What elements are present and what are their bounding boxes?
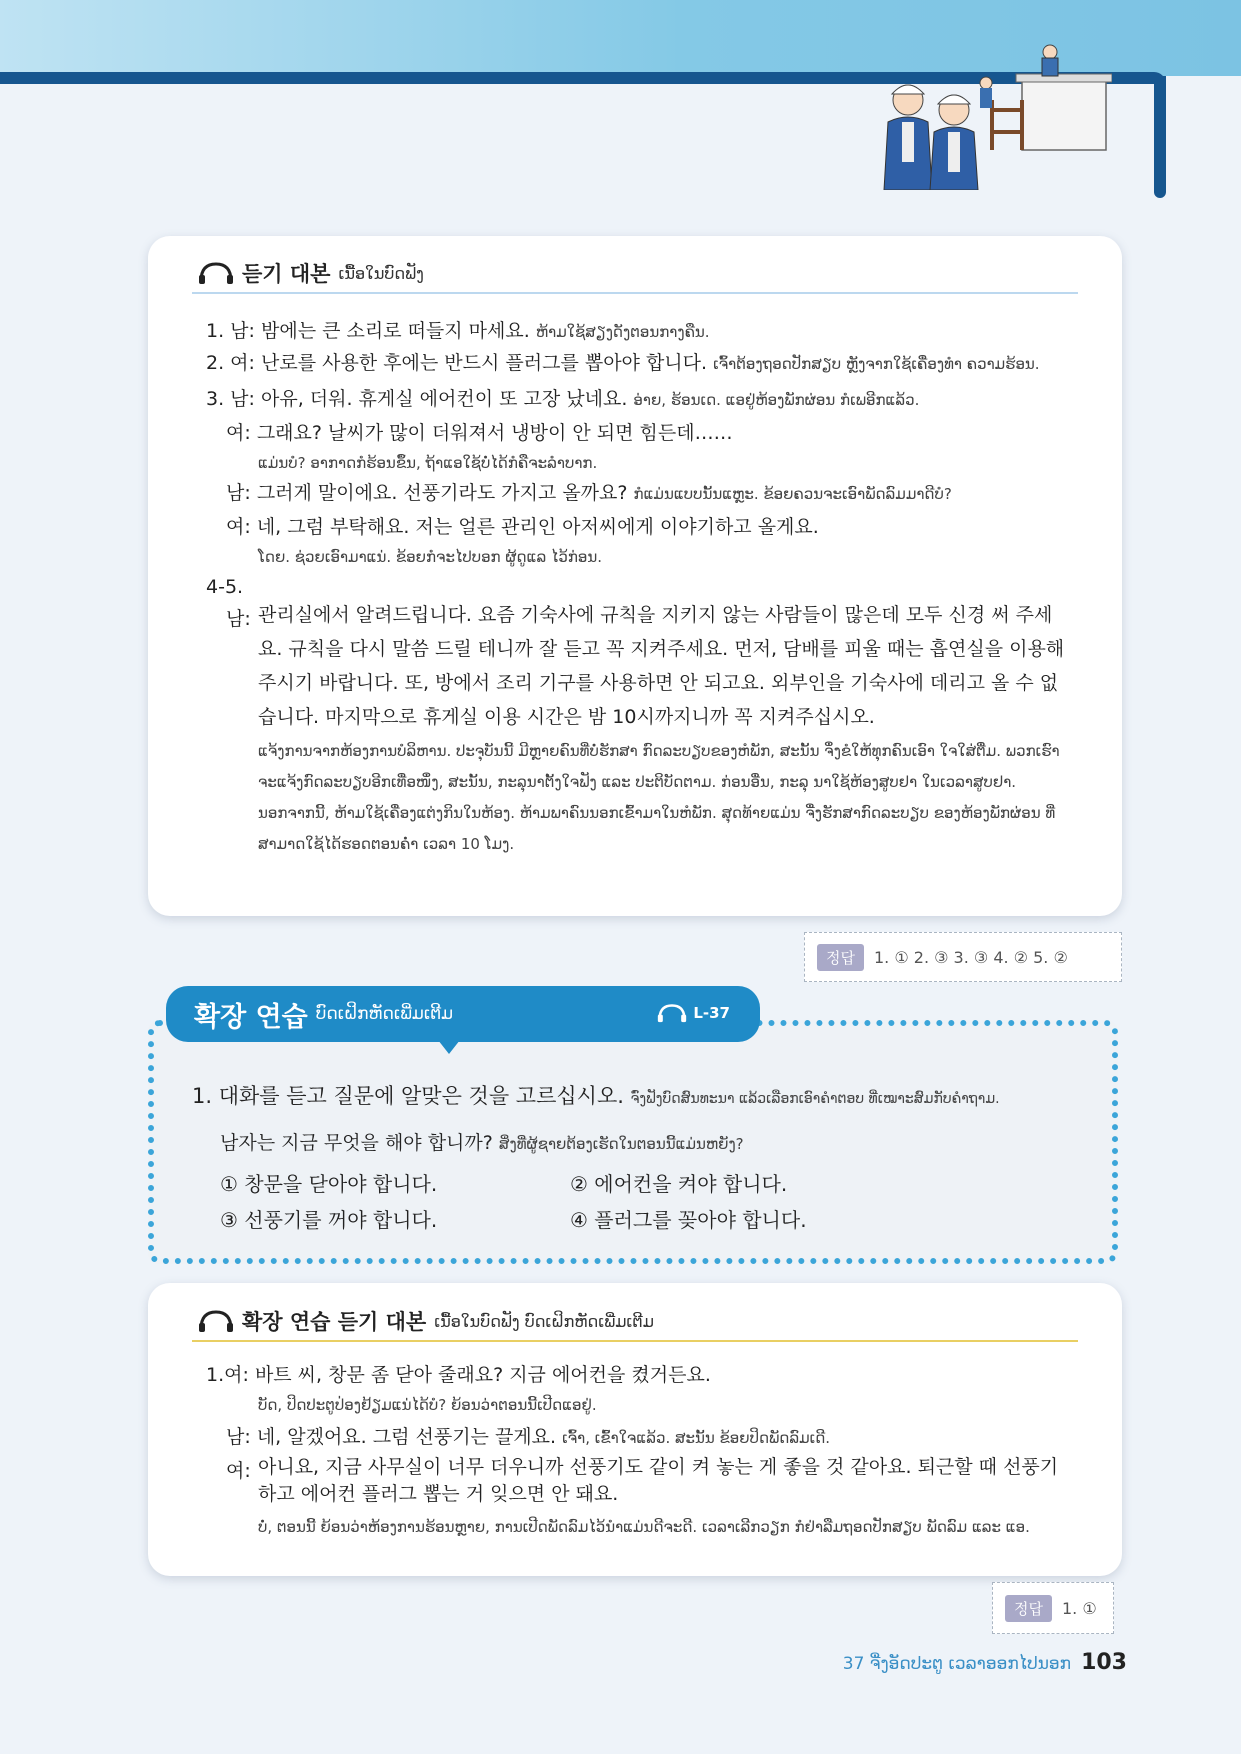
answer-tag: 정답 bbox=[1005, 1595, 1052, 1622]
script-line: 남: 네, 알겠어요. 그럼 선풍기는 끌게요. ເຈົ້າ, ເຂົ້າໃຈແລ້ວ. ສະນັ້ນ ຂ້ອຍປິດພັດລົມເດີ. bbox=[226, 1426, 831, 1448]
header-underline bbox=[192, 292, 1078, 294]
headphones-icon bbox=[657, 1003, 687, 1023]
listening-script-header bbox=[198, 258, 424, 288]
option-4[interactable]: ④ 플러그를 꽂아야 합니다. bbox=[570, 1208, 807, 1232]
practice-script-title: 확장 연습 듣기 대본 bbox=[242, 1310, 427, 1334]
headphones-icon bbox=[198, 1309, 234, 1333]
item-speaker: 여: bbox=[226, 1460, 251, 1482]
item-label: 4-5. bbox=[206, 576, 244, 598]
answer-tag: 정답 bbox=[817, 944, 864, 971]
script-line-lao: ແມ່ນບໍ? ອາກາດກໍຮ້ອນຂຶ້ນ, ຖ້າແອໃຊ້ບໍ່ໄດ້ກໍຄືຈະລໍາບາກ. bbox=[258, 454, 598, 472]
header-rule-vertical bbox=[1154, 76, 1166, 198]
listening-script-subtitle: ເນື້ອໃນບົດຟັງ bbox=[338, 263, 424, 283]
workers-illustration bbox=[872, 40, 1112, 190]
item-speaker: 남: bbox=[226, 608, 251, 630]
script-line: 여: 네, 그럼 부탁해요. 저는 얼른 관리인 아저씨에게 이야기하고 올게요. bbox=[226, 516, 819, 538]
tab-pointer bbox=[438, 1040, 460, 1054]
answer-box bbox=[992, 1582, 1114, 1634]
script-line-lao: ບໍ່, ຕອນນີ້ ຍ້ອນວ່າຫ້ອງການຮ້ອນຫຼາຍ, ການເປີດພັດລົມໄວ້ນໍາແມ່ນດີຈະດີ. ເວລາເລີກວຽກ ກໍຢ່າລືມຖອດປັກສຽບ ພັດລົມ ແລະ ແອ. bbox=[258, 1518, 1030, 1536]
answer-text: 1. ① 2. ③ 3. ③ 4. ② 5. ② bbox=[873, 947, 1068, 967]
announcement-lao: ແຈ້ງການຈາກຫ້ອງການບໍລິຫານ. ປະຈຸບັນນີ້ ມີຫຼາຍຄົນທີ່ບໍ່ຮັກສາ ກົດລະບຽບຂອງຫໍພັກ, ສະນັ້ນ ຈຶ່ງຂໍໃຫ້ທຸກຄົນເອົາ ໃຈໃສ່ຕື່ມ. ພວກເຮົາຈະແຈ້ງກົດລະບຽບອີກເທື່ອໜຶ່ງ, ສະນັ້ນ, ກະລຸນາຕັ້ງໃຈຟັງ ແລະ ປະຕິບັດຕາມ. ກ່ອນອື່ນ, ກະລຸ ນາໃຊ້ຫ້ອງສູບຢາ ໃນເວລາສູບຢາ. ນອກຈາກນີ້, ຫ້າມໃຊ້ເຄື່ອງແຕ່ງກິນໃນຫ້ອງ. ຫ້າມພາຄົນນອກເຂົ້າມາໃນຫໍພັກ. ສຸດທ້າຍແມ່ນ ຈື່ງຮັກສາກົດລະບຽບ ຂອງຫ້ອງພັກຜ່ອນ ທີ່ສາມາດໃຊ້ໄດ້ຮອດຕອນຄໍ່າ ເວລາ 10 ໂມງ. bbox=[258, 742, 1060, 853]
page-footer bbox=[843, 1650, 1127, 1675]
script-line: 2. 여: 난로를 사용한 후에는 반드시 플러그를 뽑아야 합니다. ເຈົ້າຕ້ອງຖອດປັກສຽບ ຫຼັງຈາກໃຊ້ເຄື່ອງທຳ ຄວາມຮ້ອນ. bbox=[206, 352, 1040, 374]
script-line: 3. 남: 아유, 더워. 휴게실 에어컨이 또 고장 났네요. ອ່າຍ, ຮ້ອນເດ. ແອຢູ່ຫ້ອງພັກຜ່ອນ ກໍເພອີກແລ້ວ. bbox=[206, 388, 920, 410]
script-line: 1. 남: 밤에는 큰 소리로 떠들지 마세요. ຫ້າມໃຊ້ສຽງດັງຕອນກາງຄືນ. bbox=[206, 320, 710, 342]
script-line-lao: ບັດ, ປິດປະຕູປ່ອງຢ້ຽມແນ່ໄດ້ບໍ? ຍ້ອນວ່າຕອນນີ້ເປີດແອຢູ່. bbox=[258, 1396, 597, 1414]
script-line: 여: 그래요? 날씨가 많이 더워져서 냉방이 안 되면 힘든데…… bbox=[226, 422, 733, 444]
question-line: 1. 대화를 듣고 질문에 알맞은 것을 고르십시오. ຈົ່ງຟັງບົດສົນທະນາ ແລ້ວເລືອກເອົາຄໍາຕອບ ທີ່ເໝາະສົມກັບຄໍາຖາມ. bbox=[192, 1084, 1000, 1108]
header-underline bbox=[192, 1340, 1078, 1342]
answer-box bbox=[804, 932, 1122, 982]
script-line: 남: 그러게 말이에요. 선풍기라도 가지고 올까요? ກໍແມ່ນແບບນັ້ນແຫຼະ. ຂ້ອຍຄວນຈະເອົາພັດລົມມາດີບໍ? bbox=[226, 482, 952, 504]
announcement-text: 관리실에서 알려드립니다. 요즘 기숙사에 규칙을 지키지 않는 사람들이 많은데 모두 신경 써 주세요. 규칙을 다시 말씀 드릴 테니까 잘 듣고 꼭 지켜주세요. 먼저, 담배를 피울 때는 흡연실을 이용해 주시기 바랍니다. 또, 방에서 조리 기구를 사용하면 안 되고요. 외부인을 기숙사에 데리고 올 수 없습니다. 마지막으로 휴게실 이용 시간은 밤 10시까지니까 꼭 지켜주십시오. bbox=[258, 604, 1065, 728]
practice-subtitle: ບົດເຝິກຫັດເພີ່ມເຕີມ bbox=[315, 1004, 454, 1024]
listening-script-title: 듣기 대본 bbox=[242, 262, 331, 286]
page-number: 103 bbox=[1081, 1650, 1127, 1675]
sub-question: 남자는 지금 무엇을 해야 합니까? ສິ່ງທີ່ຜູ້ຊາຍຕ້ອງເຮັດໃນຕອນນີ້ແມ່ນຫຍັງ? bbox=[220, 1132, 744, 1154]
option-2[interactable]: ② 에어컨을 켜야 합니다. bbox=[570, 1172, 788, 1196]
script-line: 1.여: 바트 씨, 창문 좀 닫아 줄래요? 지금 에어컨을 켰거든요. bbox=[206, 1364, 711, 1386]
practice-script-header bbox=[198, 1306, 654, 1336]
option-3[interactable]: ③ 선풍기를 꺼야 합니다. bbox=[220, 1208, 438, 1232]
headphones-icon bbox=[198, 261, 234, 285]
practice-title: 확장 연습 bbox=[194, 1001, 308, 1033]
chapter-title: 37 ຈື່ງອັດປະຕູ ເວລາອອກໄປນອກ bbox=[842, 1654, 1072, 1674]
practice-tab bbox=[166, 986, 760, 1042]
answer-text: 1. ① bbox=[1061, 1598, 1097, 1618]
script-paragraph: 아니요, 지금 사무실이 너무 더우니까 선풍기도 같이 켜 놓는 게 좋을 것 같아요. 퇴근할 때 선풍기하고 에어컨 플러그 뽑는 거 잊으면 안 돼요. bbox=[258, 1456, 1059, 1505]
practice-script-subtitle: ເນື້ອໃນບົດຟັງ ບົດເຝິກຫັດເພີ່ມເຕີມ bbox=[434, 1311, 654, 1331]
script-line-lao: ໂດຍ. ຊ່ວຍເອົາມາແນ່. ຂ້ອຍກໍຈະໄປບອກ ຜູ້ດູແລ ໄວ້ກ່ອນ. bbox=[258, 548, 603, 566]
option-1[interactable]: ① 창문을 닫아야 합니다. bbox=[220, 1172, 438, 1196]
track-code: L-37 bbox=[657, 1003, 730, 1023]
